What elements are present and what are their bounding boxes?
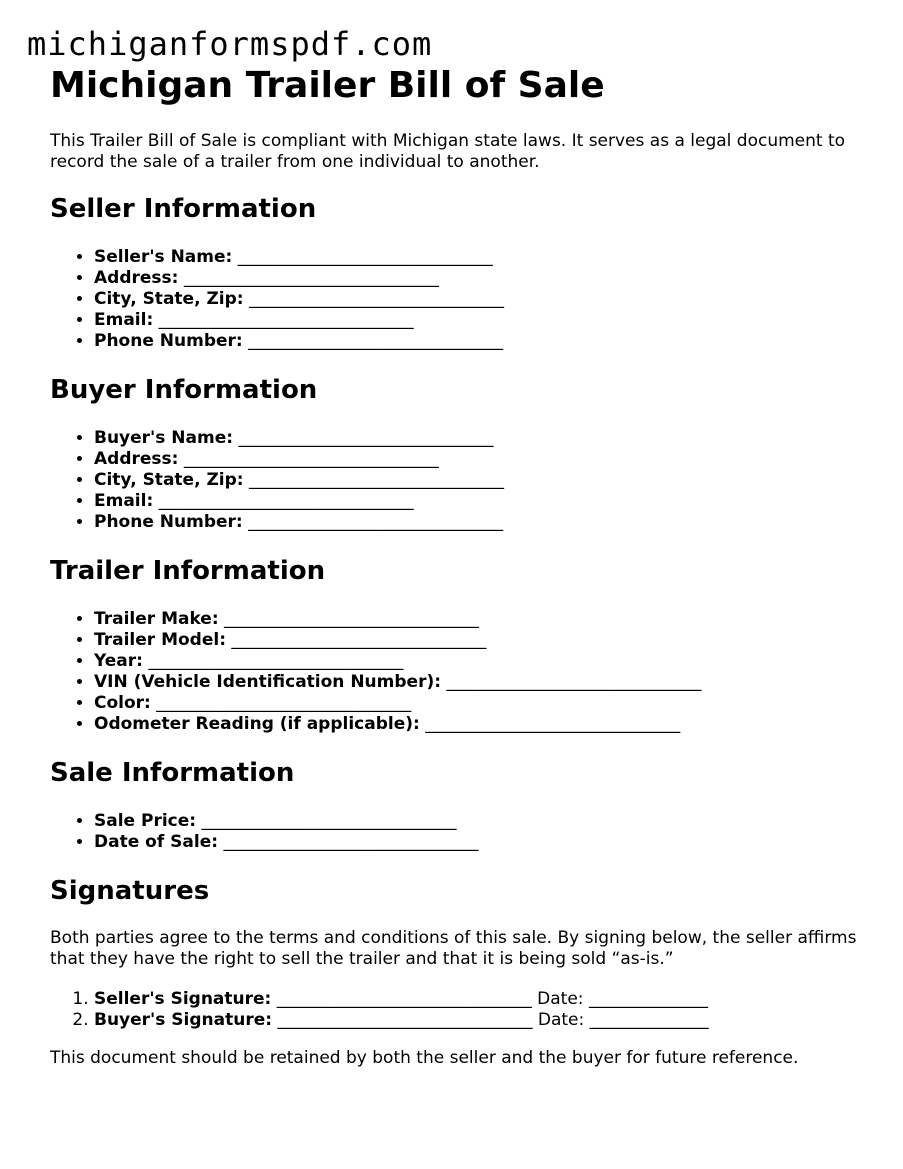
list-item — [94, 428, 860, 449]
field-label: Buyer's Name: — [94, 428, 234, 448]
field-label: City, State, Zip: — [94, 470, 244, 490]
list-item — [94, 289, 860, 310]
list-item — [94, 310, 860, 331]
field-label: Email: — [94, 310, 154, 330]
trailer-heading: Trailer Information — [50, 556, 326, 586]
field-label: Address: — [94, 268, 179, 288]
fill-line[interactable]: ______________________________ — [158, 491, 414, 511]
date-label: Date: — [537, 1010, 585, 1030]
signature-line[interactable]: ______________________________ — [277, 1010, 533, 1030]
fill-line[interactable]: ______________________________ — [183, 449, 439, 469]
list-item — [94, 609, 860, 630]
trailer-field-list — [50, 609, 860, 735]
fill-line[interactable]: ______________________________ — [237, 247, 493, 267]
list-item — [94, 449, 860, 470]
buyer-heading: Buyer Information — [50, 375, 318, 405]
list-item — [94, 630, 860, 651]
signatures-heading: Signatures — [50, 876, 210, 906]
field-label: Odometer Reading (if applicable): — [94, 714, 420, 734]
field-label: Phone Number: — [94, 512, 243, 532]
closing-paragraph: This document should be retained by both the seller and the buyer for future reference. — [50, 1048, 799, 1068]
field-label: Address: — [94, 449, 179, 469]
field-label: Color: — [94, 693, 151, 713]
document-page — [50, 64, 860, 1069]
fill-line[interactable]: ______________________________ — [148, 651, 404, 671]
watermark-text: michiganformspdf.com — [27, 25, 433, 63]
fill-line[interactable]: ______________________________ — [231, 630, 487, 650]
list-item — [94, 512, 860, 533]
field-label: Seller's Name: — [94, 247, 233, 267]
list-item — [94, 651, 860, 672]
list-item — [94, 1010, 860, 1031]
field-label: Email: — [94, 491, 154, 511]
field-label: Phone Number: — [94, 331, 243, 351]
fill-line[interactable]: ______________________________ — [248, 289, 504, 309]
fill-line[interactable]: ______________________________ — [224, 609, 480, 629]
fill-line[interactable]: ______________________________ — [156, 693, 412, 713]
sale-heading: Sale Information — [50, 758, 295, 788]
fill-line[interactable]: ______________________________ — [238, 428, 494, 448]
buyer-field-list — [50, 428, 860, 533]
field-label: City, State, Zip: — [94, 289, 244, 309]
list-item — [94, 693, 860, 714]
list-item — [94, 331, 860, 352]
field-label: Date of Sale: — [94, 832, 219, 852]
fill-line[interactable]: ______________________________ — [158, 310, 414, 330]
fill-line[interactable]: ______________________________ — [248, 470, 504, 490]
list-item — [94, 470, 860, 491]
field-label: VIN (Vehicle Identification Number): — [94, 672, 442, 692]
fill-line[interactable]: ______________________________ — [183, 268, 439, 288]
list-item — [94, 989, 860, 1010]
list-item — [94, 491, 860, 512]
list-item — [94, 714, 860, 735]
field-label: Sale Price: — [94, 811, 197, 831]
date-line[interactable]: ______________ — [589, 1010, 709, 1030]
field-label: Year: — [94, 651, 143, 671]
sale-field-list — [50, 811, 860, 853]
list-item — [94, 672, 860, 693]
list-item — [94, 811, 860, 832]
fill-line[interactable]: ______________________________ — [248, 331, 504, 351]
signature-label: Buyer's Signature: — [94, 1010, 273, 1030]
seller-heading: Seller Information — [50, 194, 317, 224]
fill-line[interactable]: ______________________________ — [248, 512, 504, 532]
intro-paragraph: This Trailer Bill of Sale is compliant with Michigan state laws. It serves as a legal document to record the sale of a trailer from one individual to another. — [50, 131, 846, 172]
signatures-paragraph: Both parties agree to the terms and conditions of this sale. By signing below, the seller affirms that they have the right to sell the trailer and that it is being sold “as-is.” — [50, 928, 857, 969]
fill-line[interactable]: ______________________________ — [425, 714, 681, 734]
fill-line[interactable]: ______________________________ — [223, 832, 479, 852]
signature-list — [50, 989, 860, 1031]
list-item — [94, 832, 860, 853]
date-line[interactable]: ______________ — [588, 989, 708, 1009]
field-label: Trailer Model: — [94, 630, 226, 650]
field-label: Trailer Make: — [94, 609, 219, 629]
fill-line[interactable]: ______________________________ — [201, 811, 457, 831]
fill-line[interactable]: ______________________________ — [446, 672, 702, 692]
list-item — [94, 268, 860, 289]
list-item — [94, 247, 860, 268]
page-title: Michigan Trailer Bill of Sale — [50, 65, 605, 106]
seller-field-list — [50, 247, 860, 352]
date-label: Date: — [537, 989, 584, 1009]
signature-label: Seller's Signature: — [94, 989, 272, 1009]
signature-line[interactable]: ______________________________ — [276, 989, 532, 1009]
